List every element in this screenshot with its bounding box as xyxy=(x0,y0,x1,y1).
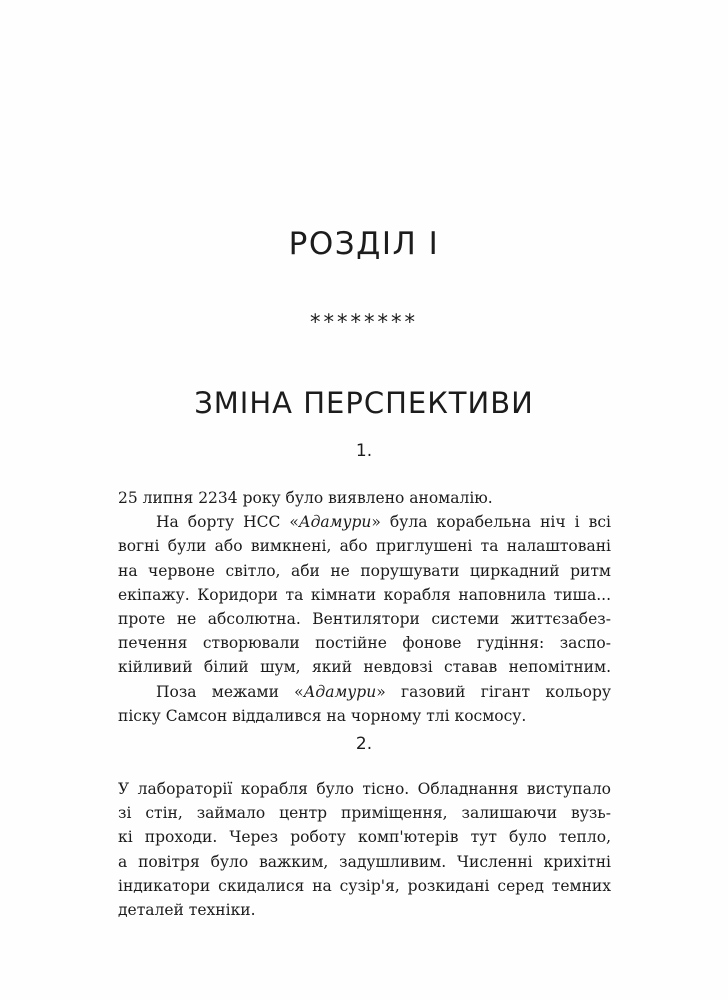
asterisk-ornament: ******** xyxy=(310,310,418,334)
text-line: На борту НСС «Адамури» була корабельна ніч і всі xyxy=(156,513,611,532)
text-line: вогні були або вимкнені, або приглушені та налаштовані xyxy=(118,537,611,556)
text-line: Поза межами «Адамури» газовий гігант кольору xyxy=(156,682,612,701)
text-line: У лабораторії корабля було тісно. Обладнання виступало xyxy=(118,780,611,798)
section-number-2: 2. xyxy=(355,734,373,754)
text-line: проте не абсолютна. Вентилятори системи життєзабез- xyxy=(118,610,611,629)
chapter-title: ЗМІНА ПЕРСПЕКТИВИ xyxy=(194,386,534,420)
part-title: РОЗДІЛ І xyxy=(288,226,440,262)
text-line: екіпажу. Коридори та кімнати корабля наповнила тиша... xyxy=(118,585,611,604)
text-line: індикатори скидалися на сузір'я, розкидані серед темних xyxy=(118,876,611,895)
section-number-1: 1. xyxy=(355,441,373,461)
text-line: печення створювали постійне фонове гудіння: заспо- xyxy=(118,634,611,653)
section-1-text xyxy=(118,486,611,728)
text-line: кійливий білий шум, який невдовзі ставав непомітним. xyxy=(118,658,611,677)
text-line: зі стін, займало центр приміщення, залишаючи вузь- xyxy=(118,804,611,823)
text-line: на червоне світло, аби не порушувати циркадний ритм xyxy=(118,561,611,580)
text-line: деталей техніки. xyxy=(118,901,256,920)
text-line: піску Самсон віддалився на чорному тлі космосу. xyxy=(118,706,527,725)
text-line: а повітря було важким, задушливим. Численні крихітні xyxy=(118,852,611,871)
text-line: кі проходи. Через роботу комп'ютерів тут було тепло, xyxy=(118,828,611,847)
section-2-text xyxy=(118,777,611,922)
text-line: 25 липня 2234 року було виявлено аномалію. xyxy=(118,489,493,507)
